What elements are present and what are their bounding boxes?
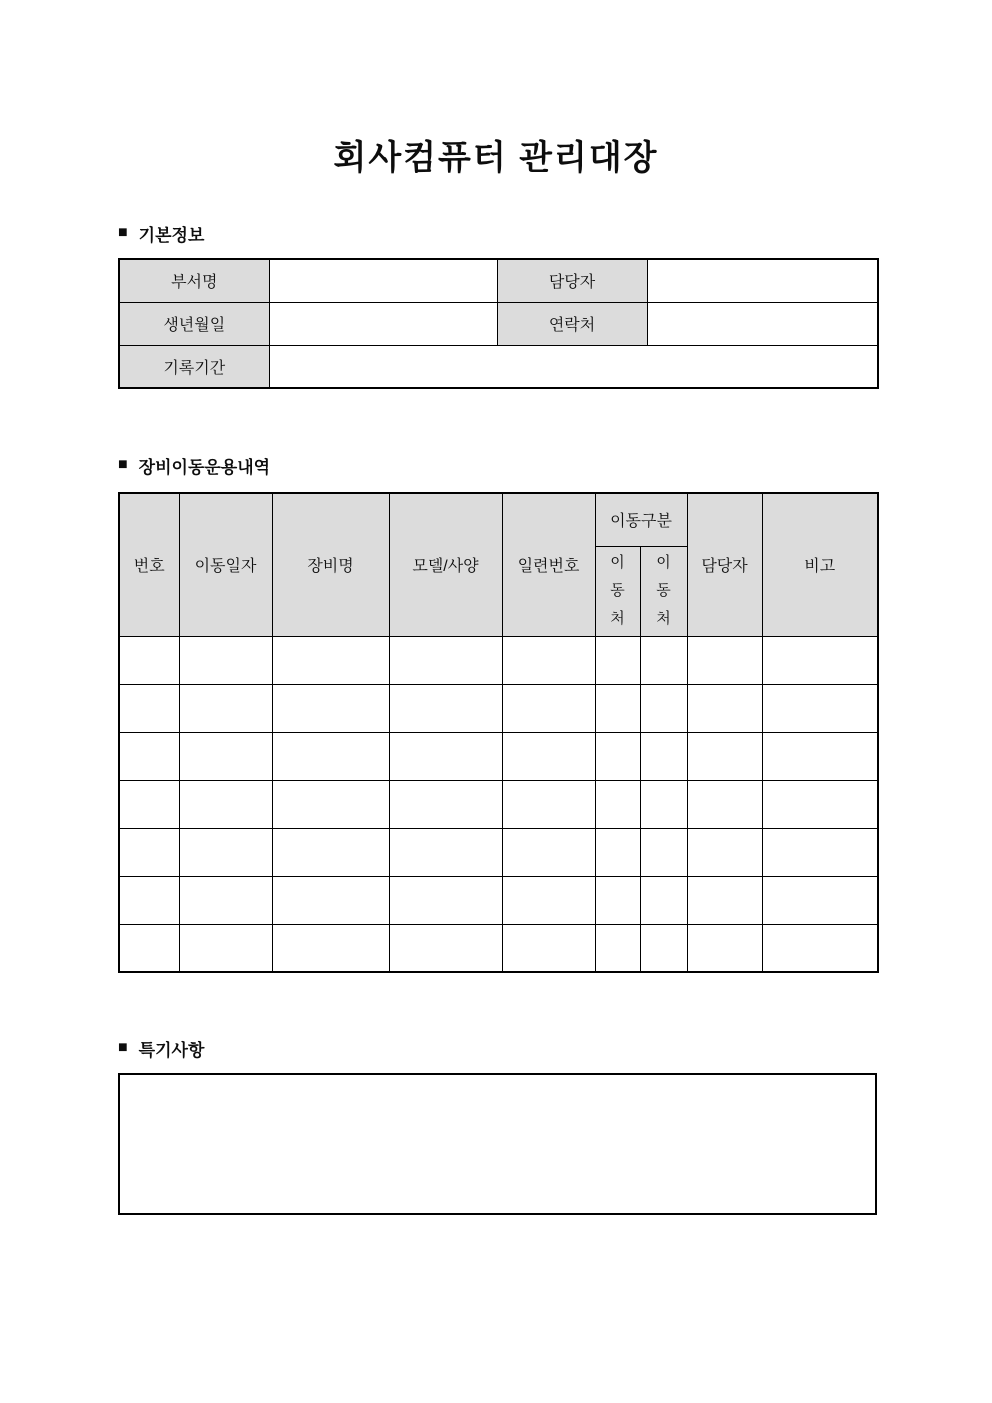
cell-model-spec[interactable]: [389, 876, 502, 924]
cell-remarks[interactable]: [762, 876, 878, 924]
cell-move-to-1[interactable]: [595, 780, 640, 828]
cell-no[interactable]: [119, 636, 179, 684]
cell-move-to-1[interactable]: [595, 684, 640, 732]
table-row: [119, 302, 878, 345]
cell-remarks[interactable]: [762, 780, 878, 828]
cell-serial-no[interactable]: [502, 828, 595, 876]
table-row: [119, 684, 878, 732]
cell-manager[interactable]: [687, 684, 762, 732]
table-row: [119, 345, 878, 388]
contact-label: 연락처: [497, 302, 647, 345]
col-header-move-date: 이동일자: [179, 493, 272, 636]
cell-move-to-2[interactable]: [640, 732, 687, 780]
cell-move-date[interactable]: [179, 684, 272, 732]
page-title: 회사컴퓨터 관리대장: [333, 139, 659, 177]
period-label: 기록기간: [119, 345, 269, 388]
cell-move-to-1[interactable]: [595, 636, 640, 684]
manager-value-cell[interactable]: [647, 259, 878, 302]
cell-serial-no[interactable]: [502, 876, 595, 924]
cell-move-to-2[interactable]: [640, 780, 687, 828]
cell-move-date[interactable]: [179, 924, 272, 972]
cell-remarks[interactable]: [762, 924, 878, 972]
cell-manager[interactable]: [687, 828, 762, 876]
cell-serial-no[interactable]: [502, 780, 595, 828]
cell-no[interactable]: [119, 732, 179, 780]
cell-move-to-2[interactable]: [640, 636, 687, 684]
col-header-model-spec: 모델/사양: [389, 493, 502, 636]
cell-model-spec[interactable]: [389, 924, 502, 972]
cell-serial-no[interactable]: [502, 924, 595, 972]
cell-move-to-2[interactable]: [640, 684, 687, 732]
col-header-equipment-name: 장비명: [272, 493, 389, 636]
period-value-cell[interactable]: [269, 345, 878, 388]
square-bullet-icon: ■: [118, 455, 128, 473]
cell-manager[interactable]: [687, 636, 762, 684]
cell-move-date[interactable]: [179, 780, 272, 828]
cell-model-spec[interactable]: [389, 732, 502, 780]
cell-equipment-name[interactable]: [272, 684, 389, 732]
section-title-basic-info: 기본정보: [138, 226, 205, 245]
table-row: [119, 259, 878, 302]
cell-move-date[interactable]: [179, 732, 272, 780]
cell-move-date[interactable]: [179, 876, 272, 924]
cell-remarks[interactable]: [762, 732, 878, 780]
cell-equipment-name[interactable]: [272, 732, 389, 780]
col-header-no: 번호: [119, 493, 179, 636]
cell-serial-no[interactable]: [502, 684, 595, 732]
cell-no[interactable]: [119, 876, 179, 924]
table-row: [119, 780, 878, 828]
cell-move-to-1[interactable]: [595, 924, 640, 972]
table-row: [119, 876, 878, 924]
cell-no[interactable]: [119, 780, 179, 828]
cell-serial-no[interactable]: [502, 732, 595, 780]
cell-manager[interactable]: [687, 732, 762, 780]
cell-remarks[interactable]: [762, 828, 878, 876]
basic-info-table: [118, 258, 879, 389]
dept-label: 부서명: [119, 259, 269, 302]
table-row: [119, 732, 878, 780]
cell-move-date[interactable]: [179, 636, 272, 684]
table-row: [119, 636, 878, 684]
cell-equipment-name[interactable]: [272, 924, 389, 972]
col-header-manager: 담당자: [687, 493, 762, 636]
table-row: [119, 924, 878, 972]
cell-manager[interactable]: [687, 876, 762, 924]
square-bullet-icon: ■: [118, 223, 128, 241]
table-header-row: [119, 493, 878, 546]
section-heading-basic-info: [118, 221, 204, 246]
dept-value-cell[interactable]: [269, 259, 497, 302]
cell-move-to-2[interactable]: [640, 924, 687, 972]
cell-remarks[interactable]: [762, 636, 878, 684]
table-row: [119, 828, 878, 876]
cell-model-spec[interactable]: [389, 780, 502, 828]
cell-model-spec[interactable]: [389, 684, 502, 732]
birth-value-cell[interactable]: [269, 302, 497, 345]
manager-label: 담당자: [497, 259, 647, 302]
cell-no[interactable]: [119, 828, 179, 876]
col-header-serial-no: 일련번호: [502, 493, 595, 636]
notes-input-box[interactable]: [118, 1073, 877, 1215]
cell-manager[interactable]: [687, 780, 762, 828]
cell-remarks[interactable]: [762, 684, 878, 732]
col-subheader-move-to-1: [595, 546, 640, 636]
section-heading-equipment-log: [118, 453, 270, 478]
section-heading-notes: [118, 1036, 204, 1061]
cell-move-to-2[interactable]: [640, 876, 687, 924]
cell-move-to-1[interactable]: [595, 876, 640, 924]
cell-model-spec[interactable]: [389, 828, 502, 876]
vertical-label: 이동처: [610, 554, 625, 627]
col-header-remarks: 비고: [762, 493, 878, 636]
cell-move-to-1[interactable]: [595, 732, 640, 780]
cell-model-spec[interactable]: [389, 636, 502, 684]
cell-equipment-name[interactable]: [272, 636, 389, 684]
cell-move-date[interactable]: [179, 828, 272, 876]
birth-label: 생년월일: [119, 302, 269, 345]
cell-no[interactable]: [119, 924, 179, 972]
vertical-label: 이동처: [656, 554, 671, 627]
cell-equipment-name[interactable]: [272, 876, 389, 924]
cell-equipment-name[interactable]: [272, 780, 389, 828]
square-bullet-icon: ■: [118, 1038, 128, 1056]
contact-value-cell[interactable]: [647, 302, 878, 345]
cell-move-to-1[interactable]: [595, 828, 640, 876]
cell-equipment-name[interactable]: [272, 828, 389, 876]
equipment-log-table: [118, 492, 879, 973]
section-title-equipment-log: 장비이동운용내역: [138, 458, 271, 477]
section-title-notes: 특기사항: [138, 1041, 205, 1060]
cell-manager[interactable]: [687, 924, 762, 972]
col-header-move-group: 이동구분: [595, 493, 687, 546]
col-subheader-move-to-2: [640, 546, 687, 636]
cell-serial-no[interactable]: [502, 636, 595, 684]
cell-no[interactable]: [119, 684, 179, 732]
cell-move-to-2[interactable]: [640, 828, 687, 876]
